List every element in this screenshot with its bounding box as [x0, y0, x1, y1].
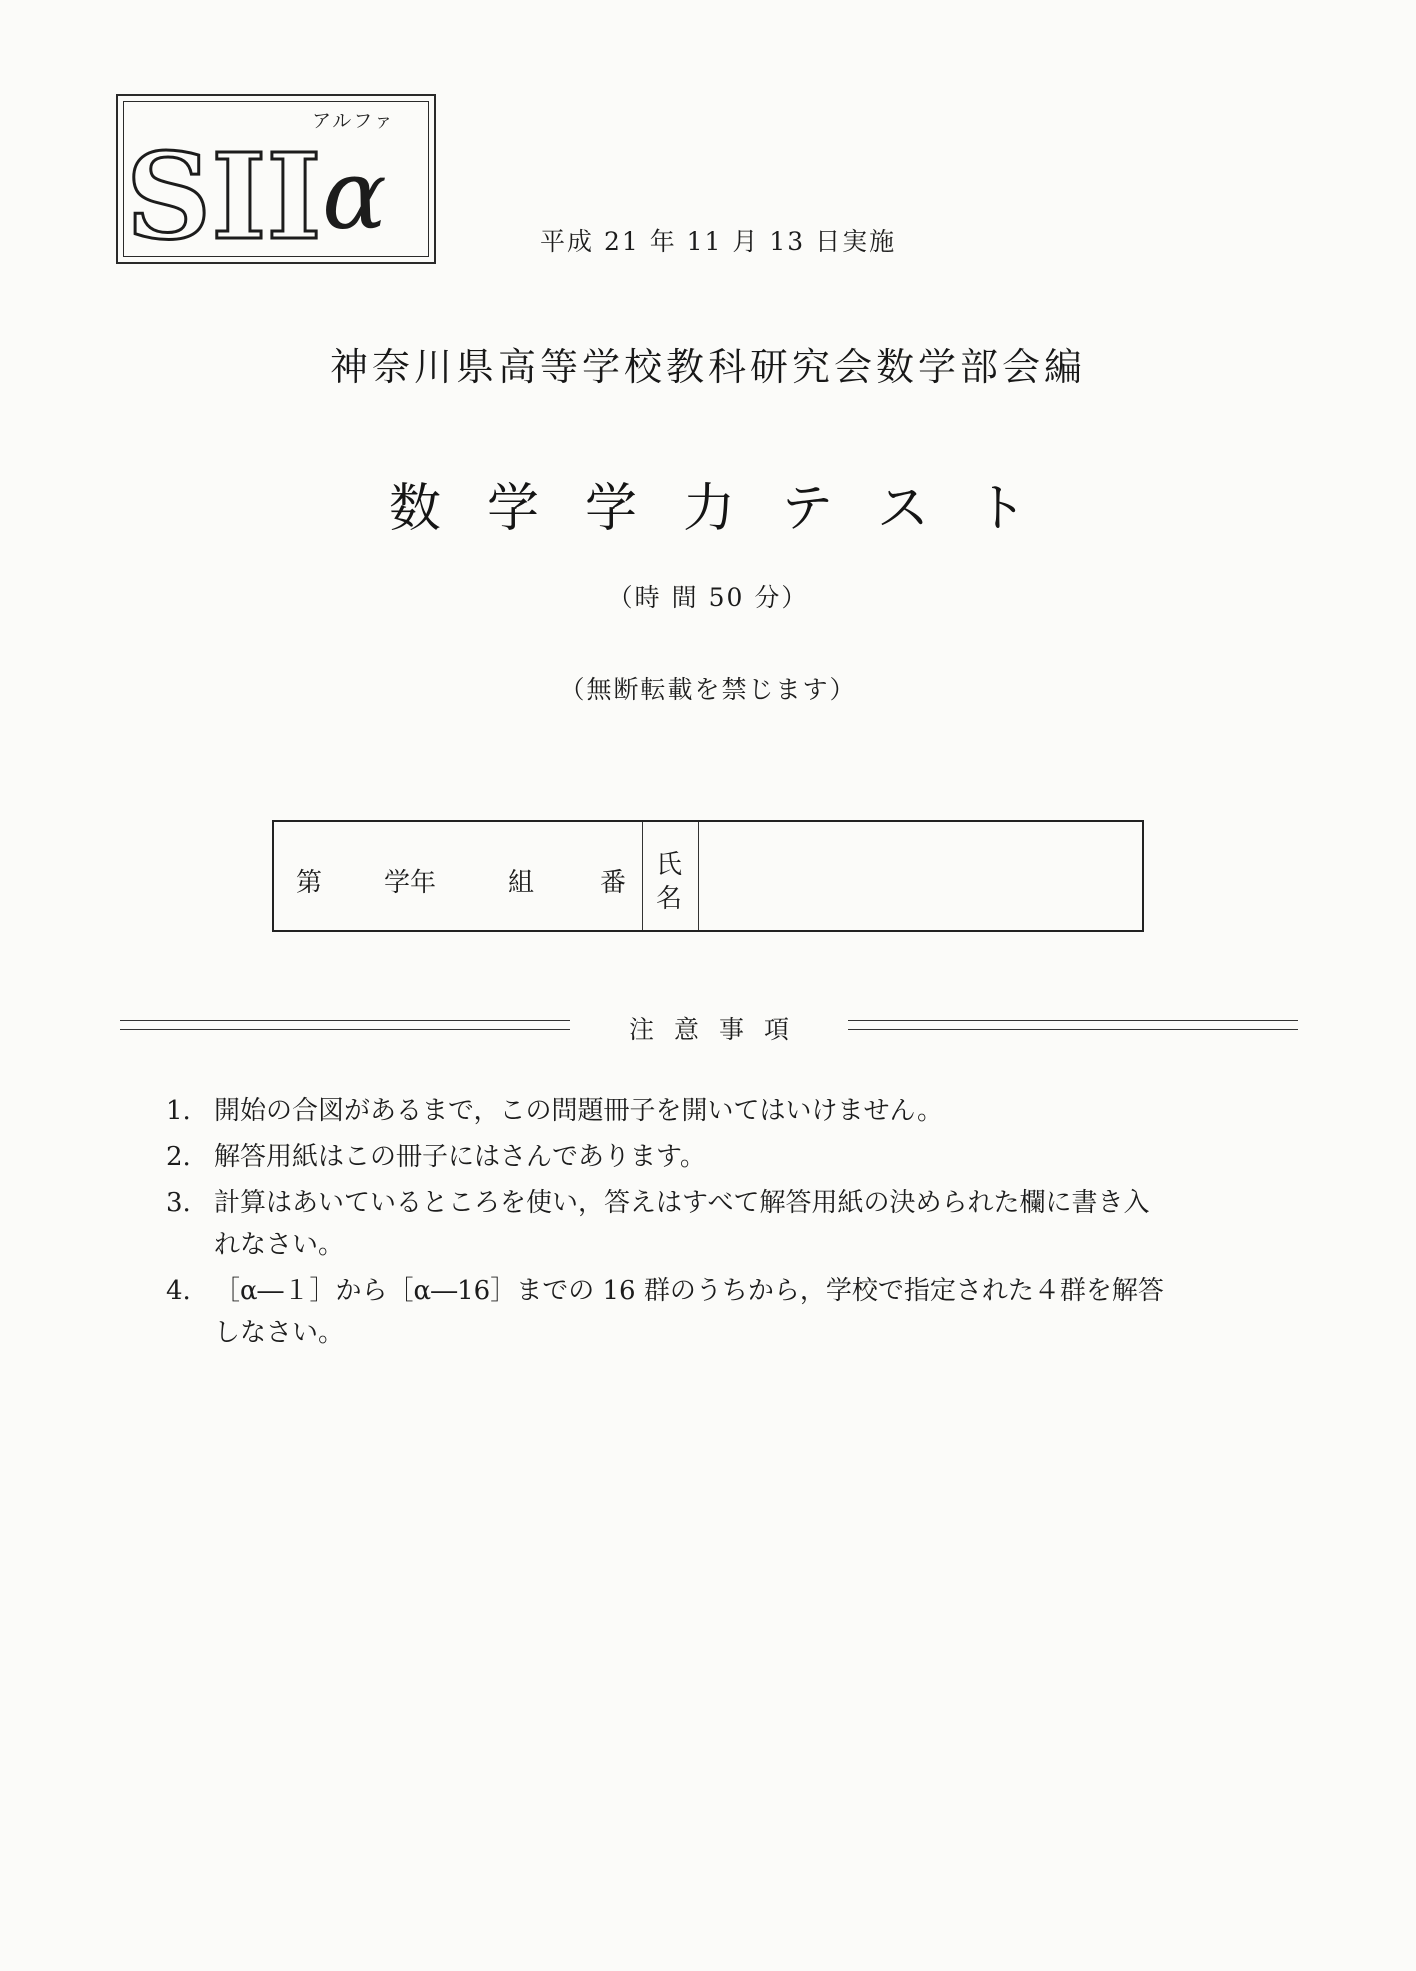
- item-text: ［α―１］から［α―16］までの 16 群のうちから，学校で指定された４群を解答しなさい。: [214, 1276, 1164, 1348]
- item-number: 4.: [166, 1276, 191, 1306]
- logo-s-glyph: SII: [126, 127, 322, 266]
- label-dai: 第: [296, 868, 323, 898]
- exam-date: 平成 21 年 11 月 13 日実施: [540, 227, 897, 256]
- time-limit: （時 間 50 分）: [607, 583, 809, 612]
- notes-heading: 注意事項: [628, 1015, 809, 1044]
- item-text: 計算はあいているところを使い，答えはすべて解答用紙の決められた欄に書き入れなさい。: [214, 1188, 1150, 1260]
- name-label-cell: [642, 822, 699, 930]
- logo-alpha-glyph: α: [322, 139, 387, 251]
- name-field[interactable]: [700, 822, 1140, 930]
- notes-list: [166, 1090, 1166, 1358]
- label-shi: 氏: [656, 850, 683, 880]
- label-mei: 名: [656, 884, 683, 914]
- list-item: [166, 1136, 1166, 1178]
- item-number: 3.: [166, 1188, 191, 1218]
- item-number: 2.: [166, 1142, 191, 1172]
- logo-furigana: アルファ: [312, 110, 395, 132]
- list-item: [166, 1270, 1164, 1354]
- label-gakunen: 学年: [384, 868, 437, 898]
- page-title: 数学学力テスト: [389, 479, 1073, 539]
- reprint-notice: （無断転載を禁じます）: [559, 675, 857, 704]
- divider-left: [120, 1020, 570, 1030]
- item-text: 解答用紙はこの冊子にはさんであります。: [214, 1142, 706, 1172]
- list-item: [166, 1090, 1166, 1132]
- divider-right: [848, 1020, 1298, 1030]
- list-item: [166, 1182, 1164, 1266]
- item-number: 1.: [166, 1096, 191, 1126]
- grade-class-number-cell[interactable]: [274, 822, 643, 930]
- item-text: 開始の合図があるまで，この問題冊子を開いてはいけません。: [214, 1096, 944, 1126]
- student-info-table: [272, 820, 1144, 932]
- label-kumi: 組: [508, 868, 535, 898]
- publisher: 神奈川県高等学校教科研究会数学部会編: [329, 345, 1086, 389]
- label-ban: 番: [600, 868, 627, 898]
